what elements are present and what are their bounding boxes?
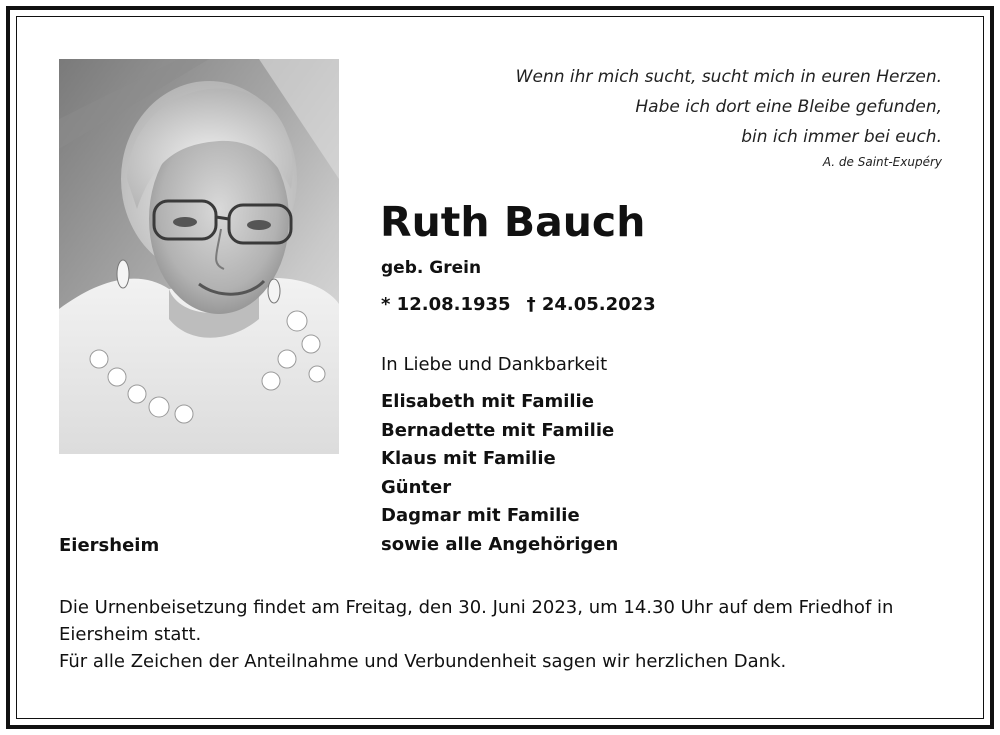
quote-line: Wenn ihr mich sucht, sucht mich in euren Herzen. xyxy=(515,67,942,87)
list-item: Klaus mit Familie xyxy=(381,448,556,469)
list-item: Günter xyxy=(381,476,452,498)
footer-text xyxy=(59,594,949,675)
quote-author: A. de Saint-Exupéry xyxy=(822,155,942,169)
deceased-name: Ruth Bauch xyxy=(380,198,646,246)
mourning-intro: In Liebe und Dankbarkeit xyxy=(381,354,608,375)
thanks-notice: Für alle Zeichen der Anteilnahme und Verbundenheit sagen wir herzlichen Dank. xyxy=(59,651,787,672)
list-item: sowie alle Angehörigen xyxy=(381,533,619,555)
list-item: Bernadette mit Familie xyxy=(381,419,615,441)
ceremony-notice: Die Urnenbeisetzung findet am Freitag, den 30. Juni 2023, um 14.30 Uhr auf dem Friedhof in Eiersheim statt. xyxy=(59,597,894,645)
birth-name: geb. Grein xyxy=(381,258,482,278)
memorial-quote xyxy=(422,62,942,172)
place-name: Eiersheim xyxy=(59,535,160,556)
quote-line: bin ich immer bei euch. xyxy=(741,127,942,147)
birth-date: * 12.08.1935 xyxy=(381,294,511,315)
portrait-photo xyxy=(59,59,339,454)
death-date: † 24.05.2023 xyxy=(526,294,656,315)
list-item: Elisabeth mit Familie xyxy=(381,391,594,412)
life-dates xyxy=(381,291,656,319)
mourners-list xyxy=(381,388,618,559)
quote-line: Habe ich dort eine Bleibe gefunden, xyxy=(635,97,942,117)
list-item: Dagmar mit Familie xyxy=(381,505,580,526)
